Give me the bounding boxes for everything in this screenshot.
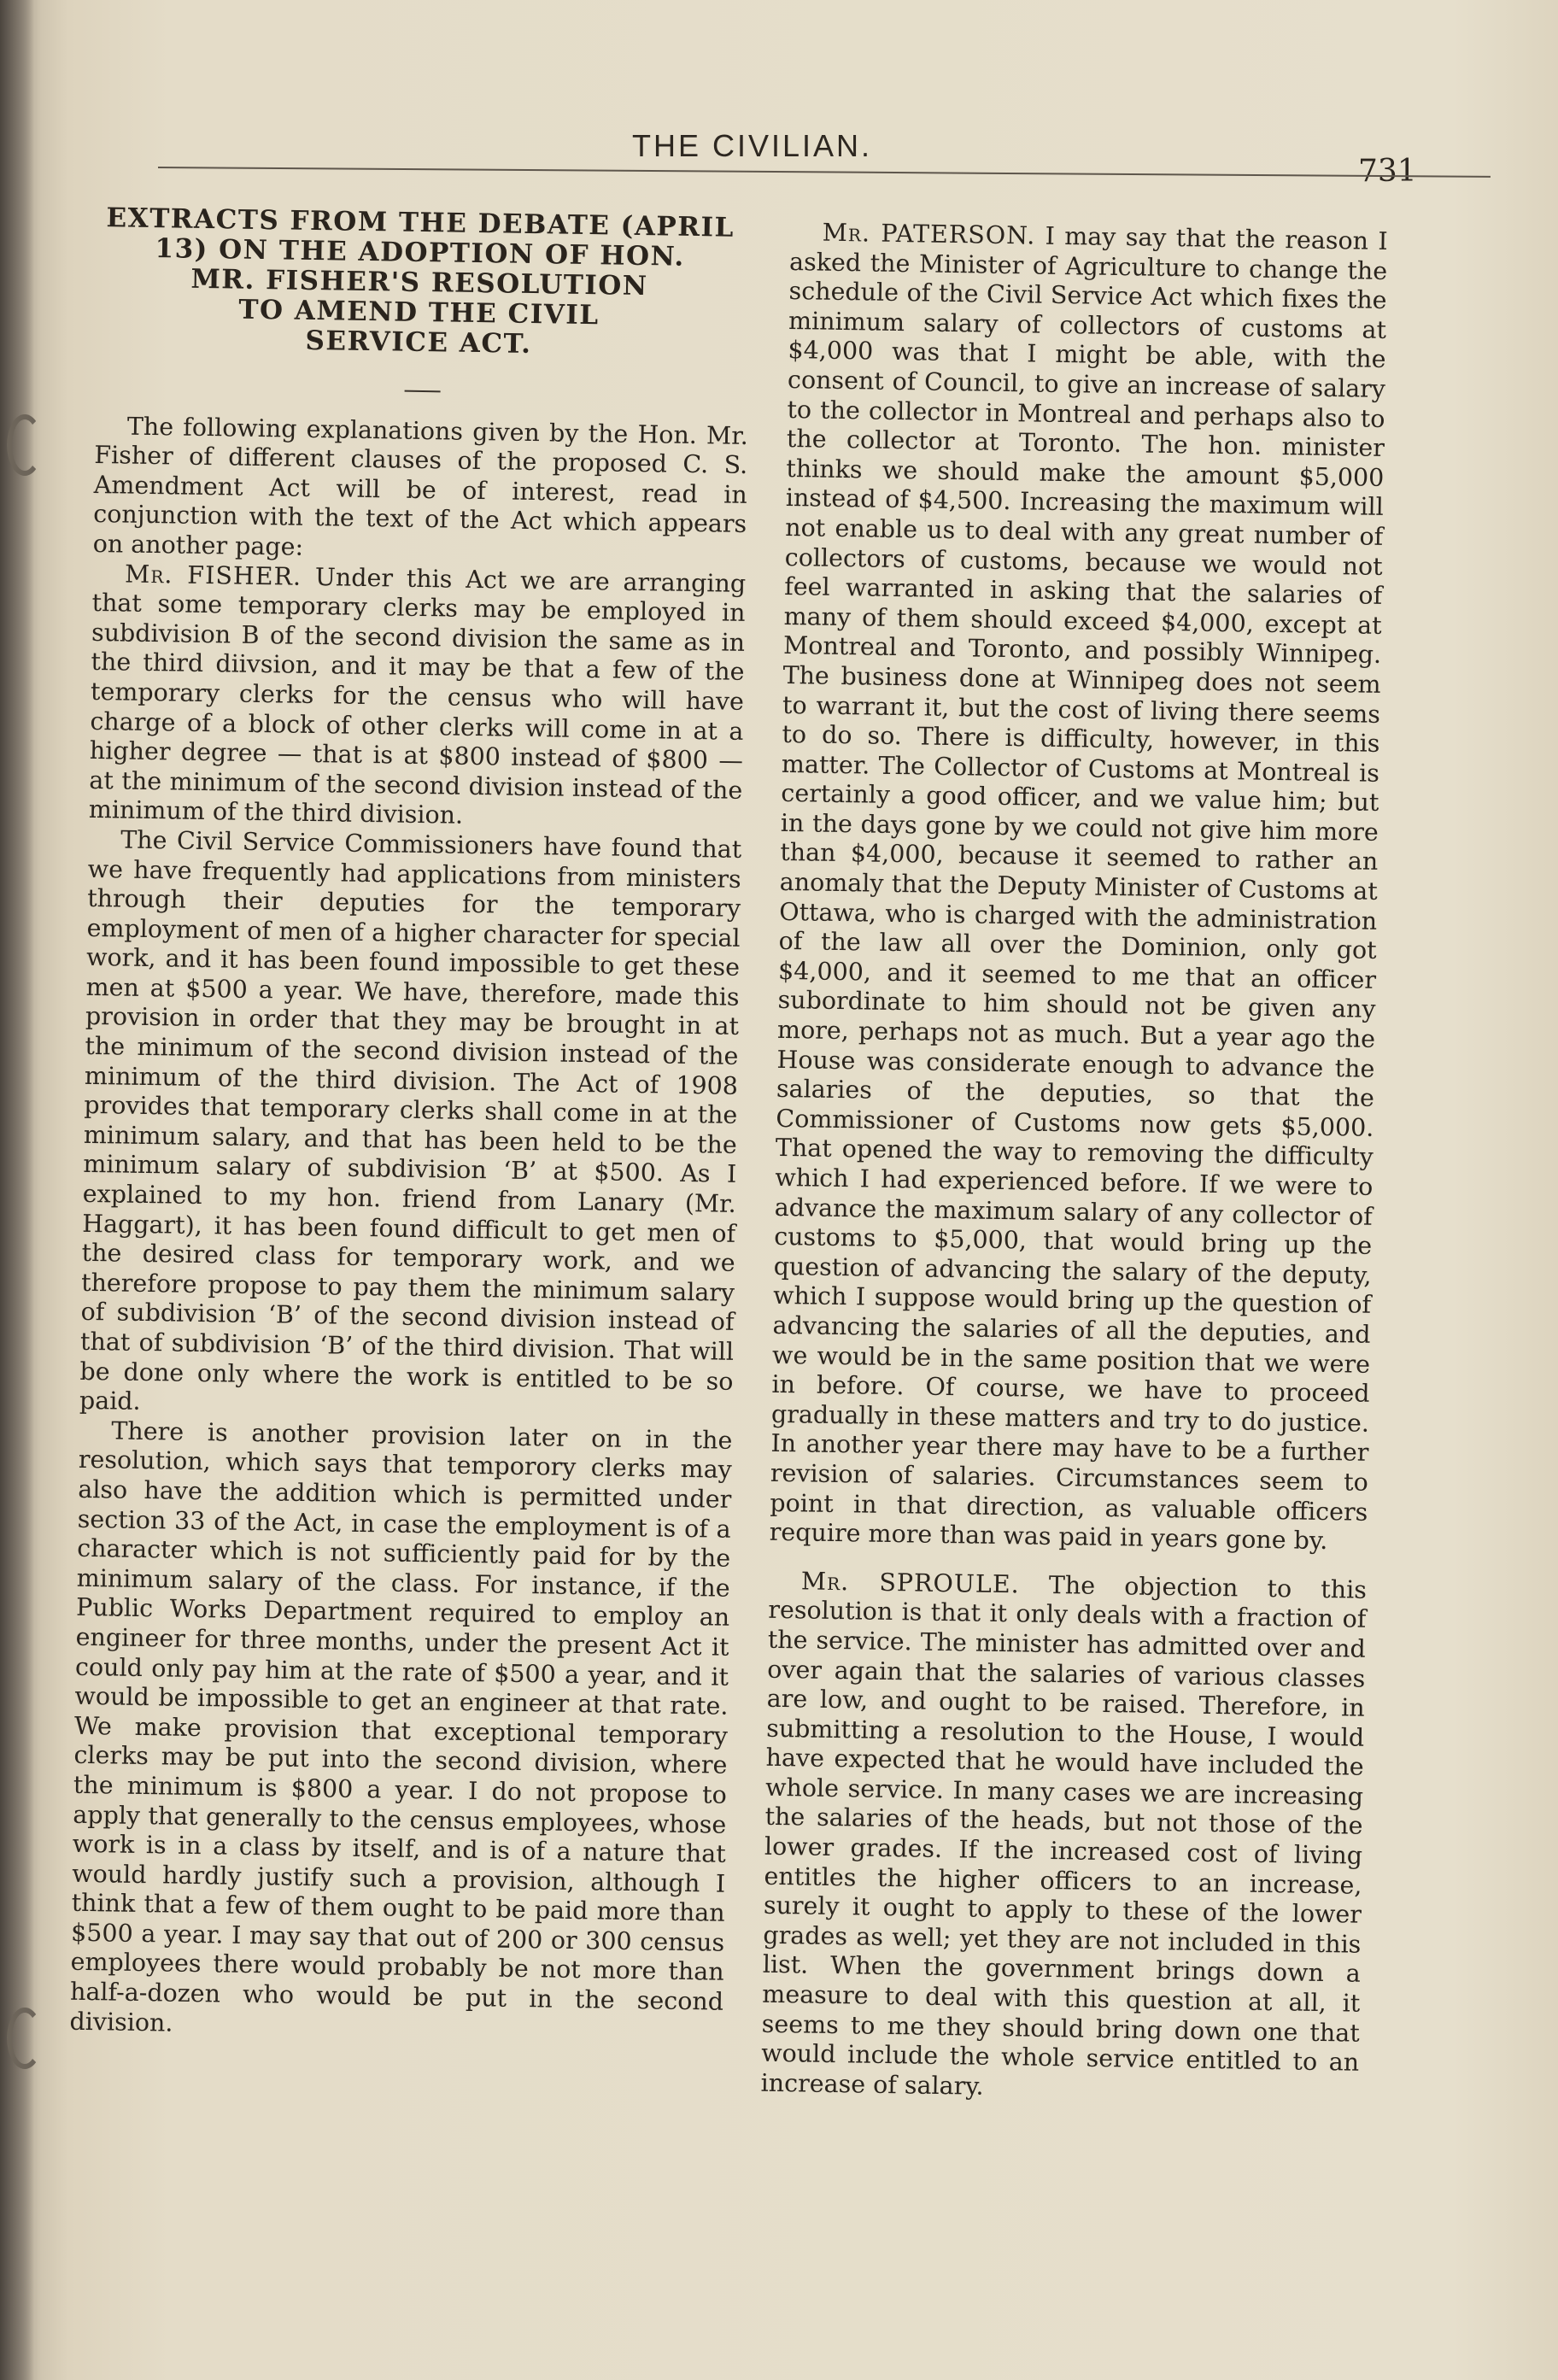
paterson-paragraph [770, 218, 1388, 1557]
sproule-paragraph [760, 1567, 1367, 2108]
running-title: THE CIVILIAN. [632, 128, 873, 163]
headline-line: 13) ON THE ADOPTION OF HON. [155, 233, 685, 273]
headline-dash [95, 365, 748, 405]
binding-hole [7, 414, 43, 476]
header-rule [158, 167, 1491, 178]
fisher-paragraph-3: There is another provision later on in the resolution, which says that temporory clerks may also have the addition which is permitted under section 33 of the Act, in case the employment is of a character which is not sufficiently paid for by the minimum salary of the class. For instance, if the Public Works Department required to employ an engineer for three months, under the present Act it could only pay him at the rate of $500 a year, and it would be impossible to get an engineer at that rate. We make provision that exceptional temporary clerks may be put into the second division, where the minimum is $800 a year. I do not propose to apply that generally to the census employees, whose work is in a class by itself, and is of a nature that would hardly justify such a provision, although I think that a few of them ought to be paid more than $500 a year. I may say that out of 200 or 300 census employees there would probably be not more than half-a-dozen who would be put in the second division. [69, 1416, 733, 2037]
page-number: 731 [1358, 154, 1417, 189]
headline-line: TO AMEND THE CIVIL [238, 294, 600, 331]
headline-line: MR. FISHER'S RESOLUTION [190, 263, 648, 302]
right-column [760, 218, 1387, 2107]
paragraph-text: Under this Act we are arranging that some temporary clerks may be employed in subdivision B of the second division the same as in the third diivsion, and it may be that a few of the temporary clerks for the census who will have charge of a block of other clerks will come in at a higher degree — that is at $800 instead of $800 — at the minimum of the second division instead of the minimum of the third division. [88, 562, 747, 830]
paragraph-text: I may say that the reason I asked the Minister of Agriculture to change the schedule of the Civil Service Act which fixes the minimum salary of collectors of customs at $4,000 was that I might be able, with the consent of Council, to give an increase of salary to the collector in Montreal and perhaps also to the collector at Toronto. The hon. minister thinks we should make the amount $5,000 instead of $4,500. Increasing the maximum will not enable us to deal with any great number of collectors of customs, because we would not feel warranted in asking that the salaries of many of them should exceed $4,000, except at Montreal and Toronto, and possibly Winnipeg. The business done at Winnipeg does not seem to warrant it, but the cost of living there seems to do so. There is difficulty, however, in this matter. The Collector of Customs at Montreal is certainly a good officer, and we value him; but in the days gone by we could not give him more than $4,000, because it seemed to rather an anomaly that the Deputy Minister of Customs at Ottawa, who is charged with the administration of the law all over the Dominion, only got $4,000, and it seemed to me that an officer subordinate to him should not be given any more, perhaps not as much. But a year ago the House was considerate enough to advance the salaries of the deputies, so that the Commissioner of Customs now gets $5,000. That opened the way to removing the difficulty which I had experienced before. If we were to advance the maximum salary of any collector of customs to $5,000, that would bring up the question of advancing the salary of the deputy, which I suppose would bring up the question of advancing the salaries of all the deputies, and we would be in the same position that we were in before. Of course, we have to proceed gradually in these matters and try to do justice. In another year there may have to be a further revision of salaries. Circumstances seem to point in that direction, as valuable officers require more than was paid in years gone by. [769, 221, 1388, 1556]
speaker-name: Mr. SPROULE. [800, 1567, 1020, 1599]
fisher-paragraph-2: The Civil Service Commissioners have found that we have frequently had applications from ministers through their deputies for the temporary employment of men of a higher character for special work, and it has been found impossible to get these men at $500 a year. We have, therefore, made this provision in order that they may be brought in at the minimum of the second division instead of the minimum of the third division. The Act of 1908 provides that temporary clerks shall come in at the minimum salary, and that has been held to be the minimum salary of subdivision ‘B’ at $500. As I explained to my hon. friend from Lanary (Mr. Haggart), it has been found difficult to get men of the desired class for temporary work, and we therefore propose to pay them the minimum salary of subdivision ‘B’ of the second division instead of that of subdivision ‘B’ of the third division. That will be done only where the work is entitled to be so paid. [79, 825, 742, 1416]
paragraph-text: The objection to this resolution is that it only deals with a fraction of the service. The minister has admitted over and over again that the salaries of various classes are low, and ought to be raised. Therefore, in submitting a resolution to the House, I would have expected that he would have included the whole service. In many cases we are increasing the salaries of the heads, but not those of the lower grades. If the increased cost of living entitles the higher officers to an increase, surely it ought to apply to these of the lower grades as well; yet they are not included in this list. When the government brings down a measure to deal with this question at all, it seems to me they should bring down one that would include the whole service entitled to an increase of salary. [760, 1570, 1368, 2101]
speaker-name: Mr. FISHER. [124, 560, 302, 591]
headline-line: EXTRACTS FROM THE DEBATE (APRIL [106, 202, 735, 243]
headline-line: SERVICE ACT. [305, 325, 532, 360]
fisher-paragraph-1 [89, 560, 747, 835]
intro-paragraph: The following explanations given by the Hon. Mr. Fisher of different clauses of the proposed C. S. Amendment Act will be of interest, read in conjunction with the text of the Act which appears on another page: [92, 412, 749, 561]
left-column [69, 203, 752, 2047]
article-headline [96, 203, 743, 363]
speaker-name: Mr. PATERSON. [822, 218, 1036, 250]
binding-hole [7, 2008, 43, 2069]
